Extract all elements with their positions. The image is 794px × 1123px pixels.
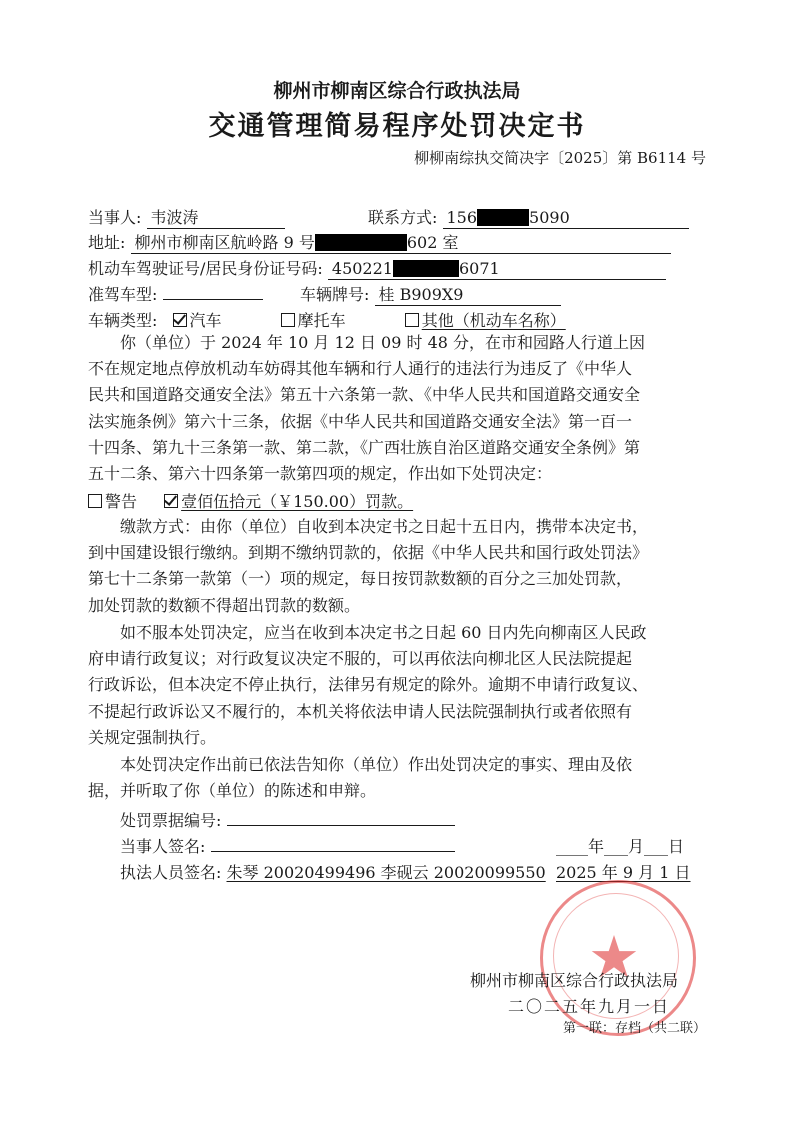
party-name: 韦波涛 [147, 208, 285, 229]
plate-value: 桂 B909X9 [375, 285, 561, 306]
contact-row [368, 205, 689, 229]
star-icon: ★ [588, 923, 640, 991]
receipt-label: 处罚票据编号: [120, 811, 222, 830]
party-sign-date: ____年___月___日 [556, 837, 685, 856]
vehicle-type-row [88, 308, 566, 331]
officer-signature-value: 朱琴 20020499496 李砚云 20020099550 [226, 863, 546, 882]
id-redaction [393, 260, 459, 277]
fine-checkbox[interactable] [164, 494, 178, 508]
id-suffix: 6071 [458, 259, 500, 278]
officer-signature-row [120, 860, 546, 883]
license-type-row [88, 282, 263, 305]
address-row [88, 230, 671, 254]
id-prefix: 450221 [331, 259, 393, 278]
appeal-paragraph [88, 620, 710, 751]
plate-row [300, 282, 561, 306]
officer-sign-date: 2025 年 9 月 1 日 [556, 863, 691, 882]
payment-paragraph [88, 514, 710, 619]
issuer-org: 柳州市柳南区综合行政执法局 [470, 971, 679, 990]
receipt-value [227, 825, 455, 826]
paragraph-line: 不在规定地点停放机动车妨碍其他车辆和行人通行的违法行为违反了《中华人 [88, 359, 633, 379]
party-label: 当事人: [88, 208, 142, 227]
address-prefix: 柳州市柳南区航岭路 9 号 [134, 233, 315, 252]
paragraph-line: 民共和国道路交通安全法》第五十六条第一款、《中华人民共和国道路交通安全 [88, 385, 641, 405]
violation-paragraph [88, 330, 710, 487]
document-title: 交通管理简易程序处罚决定书 [208, 111, 586, 142]
contact-value [443, 208, 689, 229]
document-number: 柳柳南综执交简决字〔2025〕第 B6114 号 [414, 149, 706, 167]
fine-label: 壹佰伍拾元（￥150.00）罚款。 [181, 492, 414, 511]
vehicle-option-other[interactable] [405, 308, 566, 331]
address-suffix: 602 室 [406, 233, 459, 252]
vehicle-option-car[interactable] [173, 308, 222, 331]
party-row [88, 205, 285, 229]
party-signature-label: 当事人签名: [120, 837, 206, 856]
id-row [88, 256, 666, 280]
id-label: 机动车驾驶证号/居民身份证号码: [88, 259, 323, 278]
vehicle-option-motorcycle[interactable] [281, 308, 346, 331]
license-type-value [163, 299, 263, 300]
officer-signature-label: 执法人员签名: [120, 863, 222, 882]
paragraph-line: 到中国建设银行缴纳。到期不缴纳罚款的，依据《中华人民共和国行政处罚法》 [88, 543, 649, 563]
penalty-row [88, 489, 413, 512]
paragraph-line: 加处罚款的数额不得超出罚款的数额。 [88, 595, 361, 615]
contact-prefix: 156 [446, 208, 478, 227]
address-label: 地址: [88, 233, 126, 252]
notice-paragraph [88, 752, 710, 804]
paragraph-line: 据，并听取了你（单位）的陈述和申辩。 [88, 781, 377, 801]
penalty-option-warning[interactable] [88, 492, 137, 511]
paragraph-line: 十四条、第九十三条第一款、第二款，《广西壮族自治区道路交通安全条例》第 [88, 437, 641, 457]
paragraph-line: 第七十二条第一款第（一）项的规定，每日按罚款数额的百分之三加处罚款， [88, 569, 633, 589]
vehicle-other-label: 其他（机动车名称） [421, 311, 566, 330]
paragraph-line: 不提起行政诉讼又不履行的，本机关将依法申请人民法院强制执行或者依照有 [88, 701, 633, 721]
issuer-date: 二〇二五年九月一日 [508, 997, 671, 1016]
paragraph-line: 行政诉讼，但本决定不停止执行，法律另有规定的除外。逾期不申请行政复议、 [88, 675, 649, 695]
license-type-label: 准驾车型: [88, 285, 158, 304]
penalty-option-fine[interactable] [164, 489, 413, 512]
paragraph-line: 如不服本处罚决定，应当在收到本决定书之日起 60 日内先向柳南区人民政 [120, 623, 647, 642]
vehicle-type-label: 车辆类型: [88, 311, 158, 330]
vehicle-car-checkbox[interactable] [173, 313, 187, 327]
issuing-org: 柳州市柳南区综合行政执法局 [273, 80, 521, 102]
paragraph-line: 你（单位）于 2024 年 10 月 12 日 09 时 48 分，在市和园路人行道上因 [120, 333, 646, 352]
plate-label: 车辆牌号: [300, 285, 370, 304]
party-signature-row [120, 834, 455, 857]
vehicle-car-label: 汽车 [189, 311, 222, 330]
receipt-row [120, 808, 455, 831]
warning-checkbox[interactable] [88, 494, 102, 508]
paragraph-line: 府申请行政复议；对行政复议决定不服的，可以再依法向柳北区人民法院提起 [88, 649, 633, 669]
paragraph-line: 缴款方式：由你（单位）自收到本决定书之日起十五日内，携带本决定书， [120, 517, 649, 536]
paragraph-line: 五十二条、第六十四条第一款第四项的规定，作出如下处罚决定： [88, 463, 553, 483]
paragraph-line: 本处罚决定作出前已依法告知你（单位）作出处罚决定的事实、理由及依 [120, 755, 633, 774]
contact-label: 联系方式: [368, 208, 438, 227]
contact-suffix: 5090 [529, 208, 570, 227]
vehicle-motorcycle-checkbox[interactable] [281, 313, 295, 327]
vehicle-other-checkbox[interactable] [405, 313, 419, 327]
paragraph-line: 关规定强制执行。 [88, 727, 217, 747]
id-value [328, 259, 666, 280]
address-redaction [315, 234, 407, 251]
address-value [131, 233, 671, 254]
vehicle-motorcycle-label: 摩托车 [297, 311, 346, 330]
paragraph-line: 法实施条例》第六十三条，依据《中华人民共和国道路交通安全法》第一百一 [88, 411, 633, 431]
warning-label: 警告 [105, 492, 138, 511]
copy-note: 第一联：存档（共二联） [562, 1021, 706, 1036]
party-signature-value [211, 851, 455, 852]
contact-redaction [477, 209, 529, 226]
